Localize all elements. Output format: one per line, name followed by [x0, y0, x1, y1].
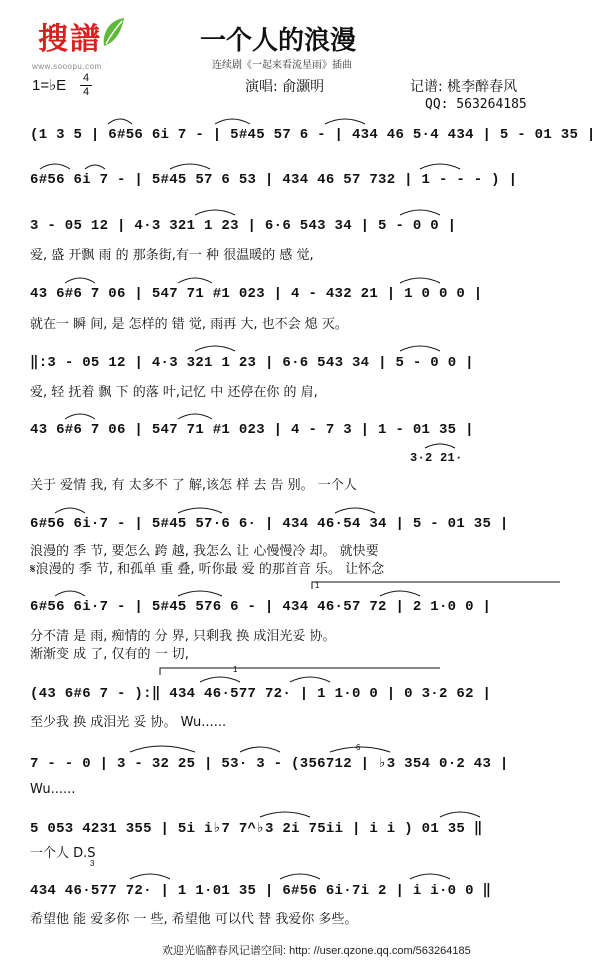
system-10-lyrics: Wu...... [30, 782, 76, 797]
system-12-lyrics: 希望他 能 爱多你 一 些, 希望他 可以代 替 我爱你 多些。 [30, 912, 358, 927]
slur [260, 812, 310, 817]
system-9-notes: (43 6#6 7 - ):‖ 434 46·577 72· | 1 1·0 0 | 0 3·2 62 | [30, 686, 492, 702]
slur [130, 746, 195, 752]
slur [290, 677, 330, 682]
logo-text: 搜譜 [38, 22, 102, 57]
slur [195, 210, 235, 215]
song-subtitle: 连续剧《一起来看流星雨》插曲 [212, 60, 352, 71]
volta-line [160, 668, 440, 675]
system-10-notes: 7 - - 0 | 3 - 32 25 | 53· 3 - (356712 | ♭3 354 0·2 43 | [30, 756, 509, 772]
slur [410, 874, 450, 879]
key-signature: 1=♭E [32, 77, 67, 94]
slur [55, 591, 85, 596]
slur [85, 165, 105, 169]
slur [215, 119, 250, 124]
system-3-notes: 3 - 05 12 | 4·3 321 1 23 | 6·6 543 34 | 5 - 0 0 | [30, 218, 457, 234]
slur [425, 444, 455, 448]
system-6-sub-notes: 3·2 21· [410, 451, 463, 465]
system-7-notes: 6#56 6i·7 - | 5#45 57·6 6· | 434 46·54 34 | 5 - 01 35 | [30, 516, 509, 532]
logo-url: www.sooopu.com [32, 62, 102, 71]
meter-top: 4 [82, 72, 90, 84]
volta-number: 1 [315, 581, 320, 590]
system-8-notes: 6#56 6i·7 - | 5#45 576 6 - | 434 46·57 72 | 2 1·0 0 | [30, 599, 492, 615]
slur [65, 414, 95, 419]
slur [400, 210, 440, 215]
system-5-lyrics: 爱, 轻 抚着 飘 下 的落 叶,记忆 中 还停在你 的 肩, [30, 385, 318, 400]
slur [170, 164, 210, 169]
system-4-notes: 43 6#6 7 06 | 547 71 #1 023 | 4 - 432 21 | 1 0 0 0 | [30, 286, 483, 302]
slur [420, 164, 460, 169]
slur [200, 677, 240, 682]
slur [440, 812, 480, 817]
system-11-notes: 5 053 4231 355 | 5i i♭7 7^♭3 2i 75ii | i i ) 01 35 ‖ [30, 821, 483, 837]
system-5-notes: ‖:3 - 05 12 | 4·3 321 1 23 | 6·6 543 34 | 5 - 0 0 | [30, 355, 474, 371]
transcriber: 记谱: 桃李醉春风 [410, 79, 518, 95]
qq-number: QQ: 563264185 [425, 97, 527, 112]
singer: 演唱: 俞灏明 [245, 79, 325, 95]
slur [108, 119, 132, 124]
slur [240, 747, 280, 752]
slur [178, 414, 212, 419]
system-1-notes: (1 3 5 | 6#56 6i 7 - | 5#45 57 6 - | 434 46 5·4 434 | 5 - 01 35 | [30, 127, 596, 143]
slur [380, 591, 420, 596]
volta-line [312, 582, 560, 589]
volta-number: 1 [233, 665, 238, 674]
slur [195, 346, 235, 351]
system-7-lyrics-2: 𝄋浪漫的 季 节, 和孤单 重 叠, 听你最 爱 的那首音 乐。 让怀念 [30, 562, 385, 577]
slur [178, 278, 212, 283]
song-title: 一个人的浪漫 [200, 26, 357, 56]
system-12-notes: 434 46·577 72· | 1 1·01 35 | 6#56 6i·7i 2 | i i·0 0 ‖ [30, 883, 492, 899]
system-6-lyrics: 关于 爱情 我, 有 太多不 了 解,该怎 样 去 告 别。 一个人 [30, 478, 357, 493]
slur [325, 119, 365, 124]
footer-note: 欢迎光临醉春风记谱空间: http: //user.qzone.qq.com/563264185 [162, 945, 471, 957]
system-8-lyrics-1: 分不清 是 雨, 痴情的 分 界, 只剩我 换 成泪光妥 协。 [30, 629, 336, 644]
slur [130, 874, 170, 879]
slur [178, 508, 222, 513]
slur [40, 164, 70, 169]
system-3-lyrics: 爱, 盛 开飘 雨 的 那条街,有一 种 很温暖的 感 觉, [30, 248, 314, 263]
slur [55, 508, 85, 513]
slur [335, 508, 375, 513]
system-6-notes: 43 6#6 7 06 | 547 71 #1 023 | 4 - 7 3 | 1 - 01 35 | [30, 422, 474, 438]
meter-bottom: 4 [82, 86, 90, 98]
slur [178, 591, 222, 596]
system-7-lyrics-1: 浪漫的 季 节, 要怎么 跨 越, 我怎么 让 心慢慢冷 却。 就快要 [30, 544, 379, 559]
slur [400, 346, 440, 351]
slur [280, 874, 320, 879]
system-2-notes: 6#56 6i 7 - | 5#45 57 6 53 | 434 46 57 732 | 1 - - - ) | [30, 172, 518, 188]
slur [65, 278, 95, 283]
tuplet-number: 6 [356, 743, 361, 752]
slur [400, 278, 440, 283]
system-4-lyrics: 就在一 瞬 间, 是 怎样的 错 觉, 雨再 大, 也不会 熄 灭。 [30, 317, 348, 332]
system-9-lyrics: 至少我 换 成泪光 妥 协。 Wu...... [30, 715, 227, 730]
system-8-lyrics-2: 渐渐变 成 了, 仅有的 一 切, [30, 647, 189, 662]
system-11-lyrics: 一个人 D.S [30, 846, 96, 861]
tuplet-number: 3 [90, 859, 95, 868]
